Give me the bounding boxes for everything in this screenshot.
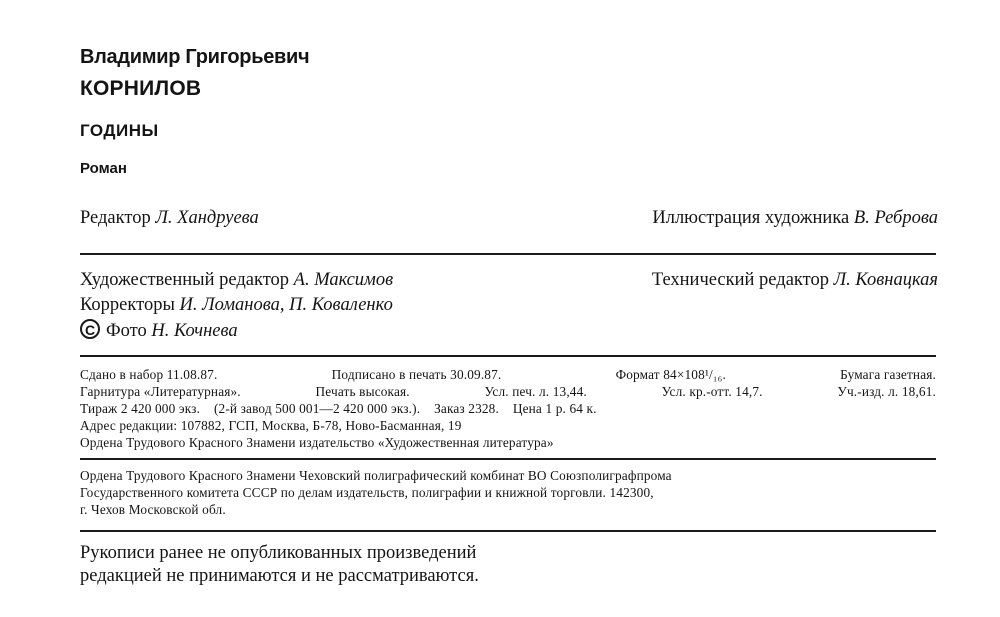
divider	[80, 530, 936, 532]
imprint-printing: Печать высокая.	[315, 384, 410, 399]
editor-name: Л. Хандруева	[155, 208, 259, 228]
printer-line-2	[80, 485, 936, 501]
imprint-line-1	[80, 367, 936, 383]
manuscript-notice-line-1: Рукописи ранее не опубликованных произведений	[80, 543, 477, 563]
illustration-name: В. Реброва	[853, 208, 938, 228]
manuscript-notice-line-2: редакцией не принимаются и не рассматриваются.	[80, 566, 479, 586]
imprint-line-5	[80, 435, 936, 451]
illustration-label: Иллюстрация художника	[652, 208, 850, 228]
art-editor-name: А. Максимов	[293, 270, 394, 290]
printer-line-1	[80, 468, 936, 484]
imprint-typeface: Гарнитура «Литературная».	[80, 384, 241, 399]
imprint-color-prints: Усл. кр.-отт. 14,7.	[661, 384, 763, 399]
copyright-icon: С	[80, 319, 100, 339]
imprint-circulation: Тираж 2 420 000 экз. (2-й завод 500 001—2 420 000 экз.). Заказ 2328. Цена 1 р. 64 к.	[80, 401, 597, 416]
photo-credit	[80, 319, 238, 342]
art-editor-label: Художественный редактор	[80, 270, 290, 290]
illustration-credit	[652, 208, 938, 229]
imprint-publisher-sheets: Уч.-изд. л. 18,61.	[837, 384, 936, 399]
imprint-paper: Бумага газетная.	[840, 367, 936, 382]
imprint-line-4	[80, 418, 936, 434]
correctors-credit	[80, 295, 393, 316]
imprint-publisher: Ордена Трудового Красного Знамени издательство «Художественная литература»	[80, 435, 554, 450]
photo-name: Н. Кочнева	[151, 321, 238, 341]
correctors-names: И. Ломанова, П. Коваленко	[179, 295, 393, 315]
photo-label: Фото	[106, 321, 147, 341]
editor-label: Редактор	[80, 208, 151, 228]
tech-editor-name: Л. Ковнацкая	[833, 270, 938, 290]
author-first-names: Владимир Григорьевич	[80, 46, 310, 68]
author-surname: КОРНИЛОВ	[80, 77, 202, 100]
imprint-print-sheets: Усл. печ. л. 13,44.	[484, 384, 587, 399]
divider	[80, 355, 936, 357]
printer-line-3	[80, 502, 936, 518]
imprint-address: Адрес редакции: 107882, ГСП, Москва, Б-78, Ново-Басманная, 19	[80, 418, 462, 433]
tech-editor-credit	[652, 270, 938, 291]
book-title: ГОДИНЫ	[80, 121, 159, 140]
printer-name: Ордена Трудового Красного Знамени Чеховский полиграфический комбинат ВО Союзполиграфпрома	[80, 468, 672, 483]
book-genre: Роман	[80, 160, 127, 177]
correctors-label: Корректоры	[80, 295, 175, 315]
imprint-line-2	[80, 384, 936, 400]
divider	[80, 253, 936, 255]
divider	[80, 458, 936, 460]
tech-editor-label: Технический редактор	[651, 270, 829, 290]
imprint-signed-date: Подписано в печать 30.09.87.	[331, 367, 502, 382]
imprint-line-3	[80, 401, 936, 417]
editor-credit	[80, 208, 259, 229]
art-editor-credit	[80, 270, 393, 291]
imprint-typeset-date: Сдано в набор 11.08.87.	[80, 367, 218, 382]
printer-committee: Государственного комитета СССР по делам издательств, полиграфии и книжной торговли. 142300,	[80, 485, 654, 500]
printer-city: г. Чехов Московской обл.	[80, 502, 226, 517]
imprint-format: Формат 84×108¹/₁₆.	[615, 367, 726, 382]
